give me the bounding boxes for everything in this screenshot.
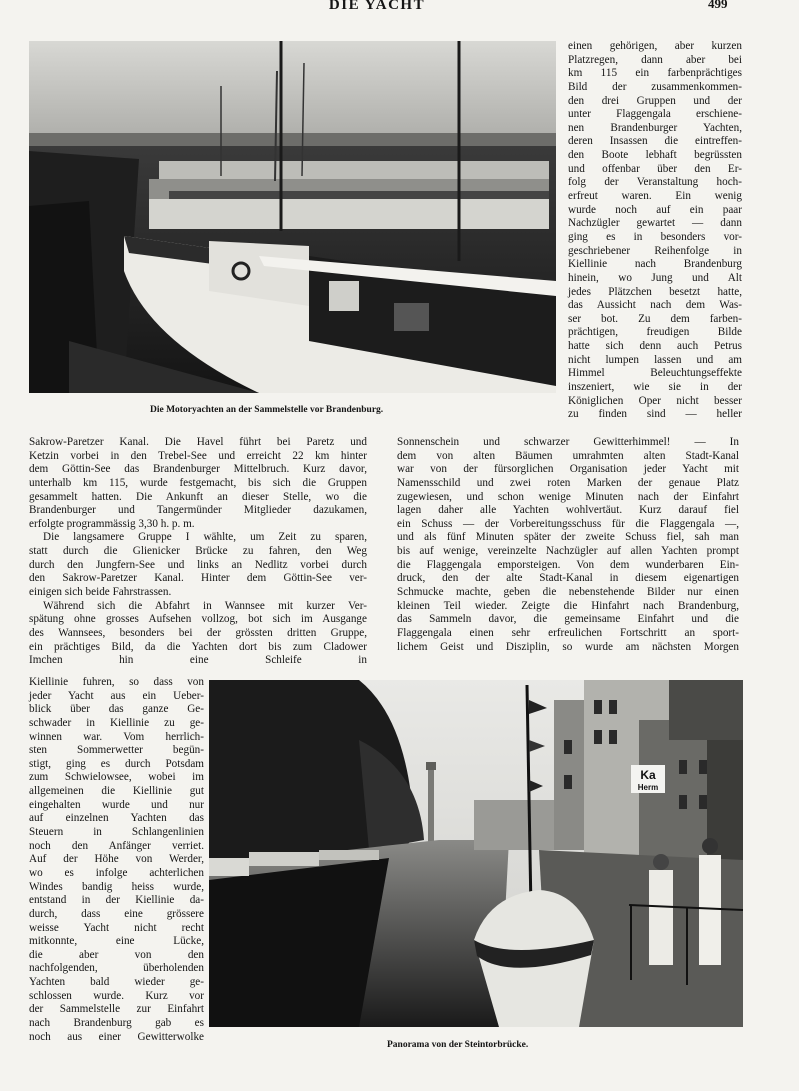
text-line: ser bot. Zu dem farben-: [568, 312, 742, 325]
text-line: entstand in der Kiellinie da-: [29, 894, 204, 907]
text-line: jeder Yacht aus ein Ueber-: [29, 689, 204, 702]
text-line: nachfolgenden, überholenden: [29, 962, 204, 975]
text-line: einen gehörigen, aber kurzen: [568, 40, 742, 52]
text-line: Brandenburger und Tangermünder Mitglieder dazukamen,: [29, 504, 367, 517]
text-line: hinein, wo Jung und Alt: [568, 271, 742, 284]
text-line: war von der fürsorglichen Organisation jeder Yacht mit: [397, 463, 739, 476]
text-line: nicht lumpen lassen und am: [568, 353, 742, 366]
text-line: Die langsamere Gruppe I wählte, um Zeit zu sparen,: [43, 531, 367, 544]
text-line: das Sammeln davor, die gemeinsame Einfahrt und die: [397, 613, 739, 626]
text-line: lagen daher alle Yachten wohlvertäut. Kurz darauf fiel: [397, 504, 739, 517]
svg-text:Herm: Herm: [637, 783, 659, 792]
photo-motor-yachts: [29, 41, 556, 393]
text-line: lichem Geist und Disziplin, so wurde am nächsten Morgen: [397, 640, 739, 653]
text-line: unterhalb km 115, wurde festgemacht, bis sich die Gruppen: [29, 476, 367, 489]
text-line: schlossen wurde. Kurz vor: [29, 989, 204, 1002]
text-line: wurde noch auf ein paar: [568, 203, 742, 216]
text-line: erfolgte programmässig 3,30 h. p. m.: [29, 517, 195, 530]
text-line: zugewiesen, und schon wenige Minuten nach der Einfahrt: [397, 490, 739, 503]
text-line: deren Insassen die eintreffen-: [568, 135, 742, 148]
text-line: nach Brandenburg gab es: [29, 1017, 204, 1030]
text-line: durch, dass eine grössere: [29, 907, 204, 920]
text-line: den Sakrow-Paretzer Kanal. Hinter dem Göttin-See ver-: [29, 572, 367, 585]
text-line: die Flaggengala emporsteigen. Von dem wunderbaren Ein-: [397, 558, 739, 571]
text-line: stigt, ging es durch Potsdam: [29, 757, 204, 770]
running-header-title: DIE YACHT: [328, 0, 426, 13]
text-line: druck, den der alte Stadt-Kanal in diesem eigenartigen: [397, 572, 739, 585]
text-line: geschriebener Reihenfolge in: [568, 244, 742, 257]
text-line: weisse Yacht nicht recht: [29, 921, 204, 934]
text-line: nen Brandenburger Yachten,: [568, 121, 742, 134]
text-line: ein prächtiges Bild, da die Yachten dort bis zum Cladower: [29, 640, 367, 653]
text-column-right-middle: [397, 436, 739, 654]
text-column-right-top: [568, 40, 742, 422]
text-line: Kiellinie nach Brandenburg: [568, 258, 742, 271]
text-line: Yachten bald wieder ge-: [29, 976, 204, 989]
text-line: das Aussicht nach dem Was-: [568, 299, 742, 312]
text-line: Auf der Höhe von Werder,: [29, 853, 204, 866]
text-line: durch den Jungfern-See und links an Nedlitz vorbei durch: [29, 558, 367, 571]
text-line: Imchen hin eine Schleife in: [29, 654, 367, 667]
text-line: statt durch die Glienicker Brücke zu fahren, den Weg: [29, 545, 367, 558]
text-line: Steuern in Schlangenlinien: [29, 826, 204, 839]
figure-caption-bottom: Panorama von der Steintorbrücke.: [387, 1040, 529, 1050]
text-line: der Sammelstelle zur Einfahrt: [29, 1003, 204, 1016]
text-line: wo es infolge achterlichen: [29, 866, 204, 879]
text-line: Königlichen Oper nicht besser: [568, 394, 742, 407]
text-line: dem von alten Bäumen umrahmten alten Stadt-Kanal: [397, 449, 739, 462]
text-line: Sonnenschein und schwarzer Gewitterhimmel! — In: [397, 436, 739, 448]
text-line: sten Sommerwetter begün-: [29, 744, 204, 757]
text-line: folg der Veranstaltung hoch-: [568, 176, 742, 189]
figure-caption-top: Die Motoryachten an der Sammelstelle vor Brandenburg.: [150, 405, 384, 415]
text-line: Windes bandig heiss wurde,: [29, 880, 204, 893]
text-line: Bild der zusammenkommen-: [568, 80, 742, 93]
text-line: zum Schwielowsee, wobei im: [29, 771, 204, 784]
text-line: Kiellinie fuhren, so dass von: [29, 676, 204, 688]
text-line: km 115 ein farbenprächtiges: [568, 67, 742, 80]
text-line: unter Flaggengala erschiene-: [568, 108, 742, 121]
text-line: auf einzelnen Yachten das: [29, 812, 204, 825]
text-line: Platzregen, dann aber bei: [568, 53, 742, 66]
text-line: und als fünf Minuten später der zweite Schuss fiel, sah man: [397, 531, 739, 544]
text-line: winnen war. Vom herrlich-: [29, 730, 204, 743]
text-line: prächtigen, freudigen Bilde: [568, 326, 742, 339]
text-column-left-narrow: [29, 676, 204, 1044]
text-line: erfreut waren. Ein wenig: [568, 190, 742, 203]
text-line: eingehalten wurde und nur: [29, 798, 204, 811]
text-line: und offenbar über den Er-: [568, 162, 742, 175]
text-line: hatte sich denn auch Petrus: [568, 340, 742, 353]
text-line: kleinen Teil wieder. Zeigte die Hinfahrt nach Brandenburg,: [397, 599, 739, 612]
text-line: Sakrow-Paretzer Kanal. Die Havel führt bei Paretz und: [29, 436, 367, 448]
text-line: Namensschild und zwei roten Marken der genaue Platz: [397, 476, 739, 489]
text-line: Ketzin vorbei in den Trebel-See und erreicht 22 km hinter: [29, 449, 367, 462]
photo-panorama-steintorbruecke: [209, 680, 743, 1027]
text-line: ging es in besonders vor-: [568, 230, 742, 243]
text-column-left: [29, 436, 367, 668]
text-line: zu finden sind — heller: [568, 408, 742, 421]
text-line: schwader in Kiellinie zu ge-: [29, 716, 204, 729]
text-line: spätung ohne grosses Aufsehen vollzog, bot sich im Ausgange: [29, 613, 367, 626]
svg-text:Ka: Ka: [640, 768, 656, 782]
text-line: einigen sich beide Fahrstrassen.: [29, 586, 172, 599]
text-line: den Boote lebhaft begrüssten: [568, 149, 742, 162]
text-line: inszeniert, wie sie in der: [568, 381, 742, 394]
text-line: bis auf wenige, vereinzelte Nachzügler auf allen Yachten prompt: [397, 545, 739, 558]
text-line: die aber von den: [29, 948, 204, 961]
text-line: allgemeinen die Kiellinie gut: [29, 785, 204, 798]
text-line: jedes Plätzchen besetzt hatte,: [568, 285, 742, 298]
text-line: noch den Anfänger verriet.: [29, 839, 204, 852]
text-line: noch aus einer Gewitterwolke: [29, 1030, 204, 1043]
text-line: Schmucke machte, geben die nebenstehende Bilder nur einen: [397, 586, 739, 599]
text-line: ein Schuss — der Vorbereitungsschuss für die Flaggengala —,: [397, 517, 739, 530]
text-line: blick über das ganze Ge-: [29, 703, 204, 716]
text-line: Himmel Beleuchtungseffekte: [568, 367, 742, 380]
text-line: dem Göttin-See das Brandenburger Mittelbruch. Kurz davor,: [29, 463, 367, 476]
text-line: den drei Gruppen und der: [568, 94, 742, 107]
page-number: 499: [708, 0, 728, 11]
text-line: gesammelt hatten. Die Ankunft an dieser Stelle, wo die: [29, 490, 367, 503]
text-line: Nachzügler gewartet — dann: [568, 217, 742, 230]
text-line: Während sich die Abfahrt in Wannsee mit kurzer Ver-: [43, 599, 367, 612]
text-line: mitkonnte, eine Lücke,: [29, 935, 204, 948]
text-line: des Wannsees, besonders bei der grössten dritten Gruppe,: [29, 626, 367, 639]
text-line: Flaggengala einen sehr erfreulichen Fortschritt an sport-: [397, 626, 739, 639]
